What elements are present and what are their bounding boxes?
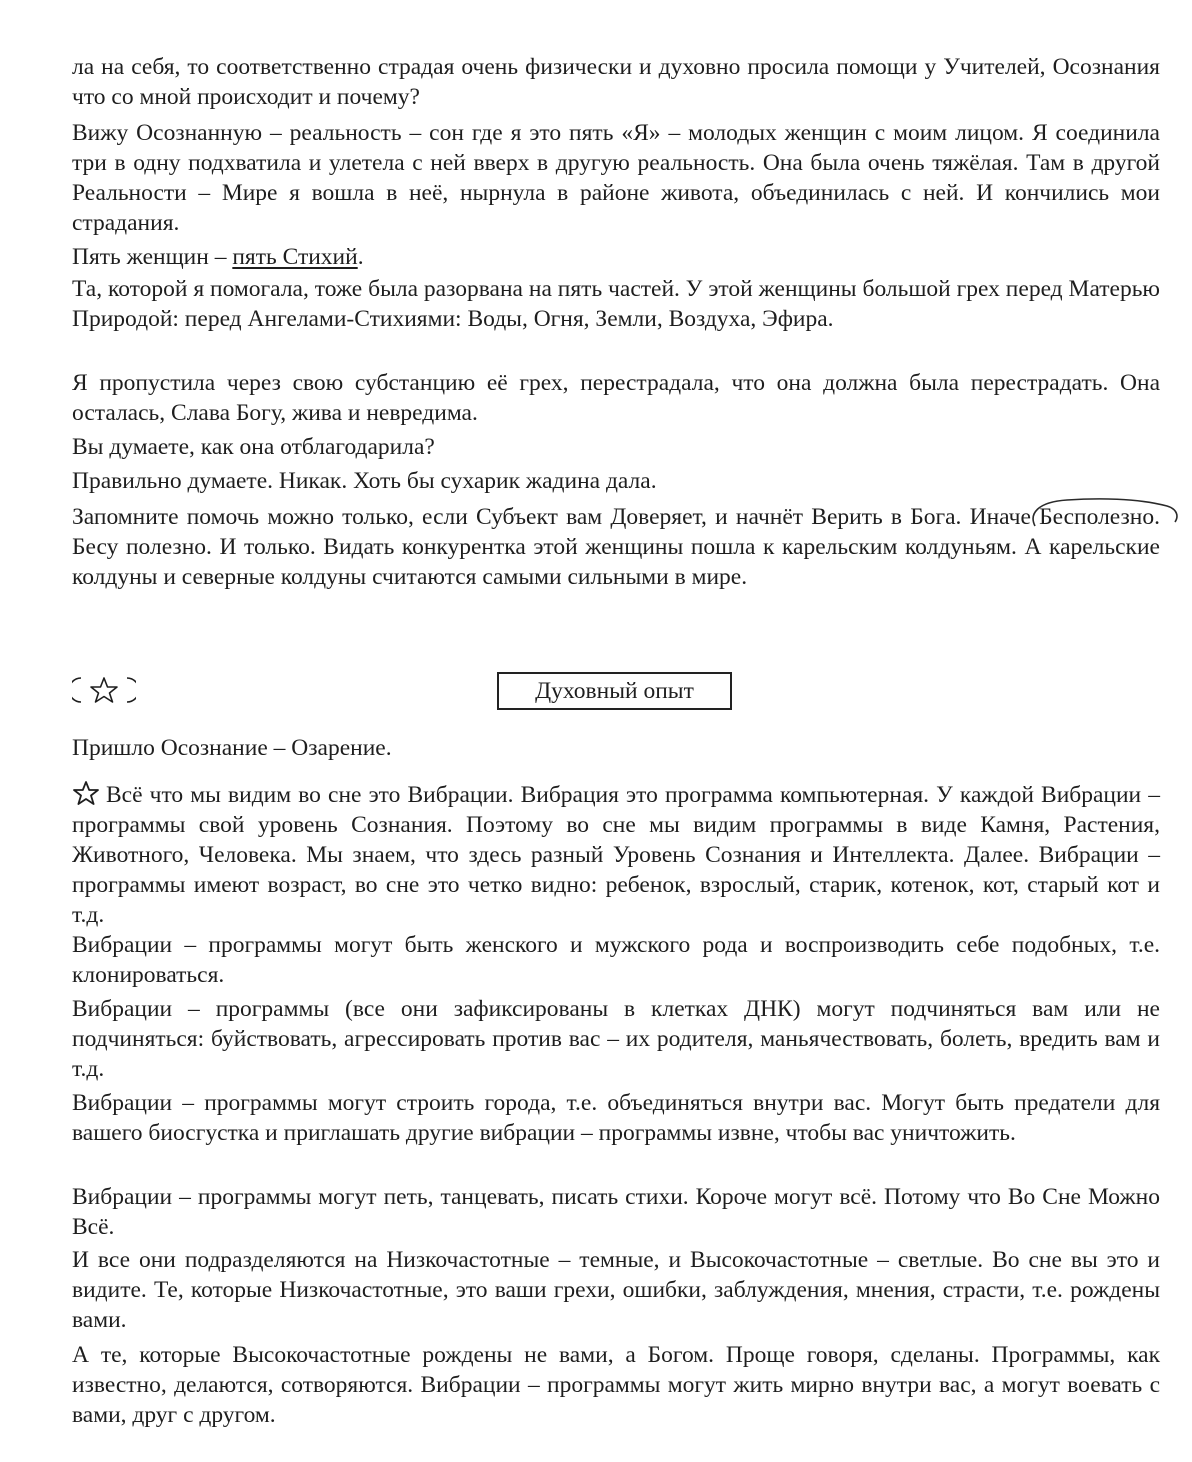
paragraph-8-after: . Бесу полезно. И только. Видать конкурентка этой женщины пошла к карельским колдуньям. А карельские колдуны и северные колдуны считаются самыми сильными в мире. <box>72 504 1160 590</box>
paragraph-8 <box>72 502 1160 592</box>
paragraph-10-text: Всё что мы видим во сне это Вибрации. Вибрация это программа компьютерная. У каждой Вибрации – программы свой уровень Сознания. Поэтому во сне мы видим программы в виде Камня, Растения, Животного, Человека. Мы знаем, что здесь разный Уровень Сознания и Интеллекта. Далее. Вибрации – программы имеют возраст, во сне это четко видно: ребенок, взрослый, старик, котенок, кот, старый кот и т.д. <box>72 782 1160 928</box>
underlined-five-elements: пять Стихий <box>232 244 358 270</box>
paragraph-8-before: Запомните помочь можно только, если Субъект вам Доверяет, и начнёт Верить в Бога. Иначе <box>72 504 1040 530</box>
paragraph-13: Вибрации – программы могут строить города, т.е. объединяться внутри вас. Могут быть предатели для вашего биосгустка и приглашать другие вибрации – программы извне, чтобы вас уничтожить. <box>72 1090 1160 1146</box>
paragraph-2: Вижу Осознанную – реальность – сон где я это пять «Я» – молодых женщин с моим лицом. Я соединила три в одну подхватила и улетела с ней вверх в другую реальность. Она была очень тяжёлая. Там в другой Реальности – Мире я вошла в неё, нырнула в районе живота, объединилась с ней. И кончились мои страдания. <box>72 120 1160 236</box>
paragraph-6: Вы думаете, как она отблагодарила? <box>72 434 435 460</box>
paragraph-9: Пришло Осознание – Озарение. <box>72 735 392 761</box>
marked-word: Бесполезно <box>1039 504 1155 530</box>
paragraph-3-tail: . <box>357 244 364 270</box>
paragraph-12: Вибрации – программы (все они зафиксированы в клетках ДНК) могут подчиняться вам или не подчиняться: буйствовать, агрессировать против вас – их родителя, маньячествовать, болеть, вредить вам и т.д. <box>72 996 1160 1082</box>
paragraph-14: Вибрации – программы могут петь, танцевать, писать стихи. Короче могут всё. Потому что Во Сне Можно Всё. <box>72 1184 1160 1240</box>
paragraph-4: Та, которой я помогала, тоже была разорвана на пять частей. У этой женщины большой грех перед Матерью Природой: перед Ангелами-Стихиями: Воды, Огня, Земли, Воздуха, Эфира. <box>72 276 1160 332</box>
moon-star-moon-icon <box>72 674 136 706</box>
paragraph-15: И все они подразделяются на Низкочастотные – темные, и Высокочастотные – светлые. Во сне вы это и видите. Те, которые Низкочастотные, это ваши грехи, ошибки, заблуждения, мнения, страсти, т.е. рождены вами. <box>72 1247 1160 1333</box>
star-icon <box>72 781 100 805</box>
paragraph-3-lead: Пять женщин – <box>72 244 233 270</box>
handwritten-arc-mark <box>1039 502 1154 532</box>
paragraph-16: А те, которые Высокочастотные рождены не вами, а Богом. Проще говоря, сделаны. Программы, как известно, делаются, сотворяются. Вибрации – программы могут жить мирно внутри вас, а могут воевать с вами, друг с другом. <box>72 1342 1160 1428</box>
section-header <box>72 672 1160 712</box>
paragraph-11: Вибрации – программы могут быть женского и мужского рода и воспроизводить себе подобных, т.е. клонироваться. <box>72 932 1160 988</box>
paragraph-7: Правильно думаете. Никак. Хоть бы сухарик жадина дала. <box>72 468 657 494</box>
section-title: Духовный опыт <box>497 672 732 710</box>
paragraph-10 <box>72 780 1160 930</box>
paragraph-1: ла на себя, то соответственно страдая очень физически и духовно просила помощи у Учителей, Осознания что со мной происходит и почему? <box>72 54 1160 110</box>
paragraph-5: Я пропустила через свою субстанцию её грех, перестрадала, что она должна была перестрадать. Она осталась, Слава Богу, жива и невредима. <box>72 370 1160 426</box>
paragraph-3 <box>72 242 1160 272</box>
